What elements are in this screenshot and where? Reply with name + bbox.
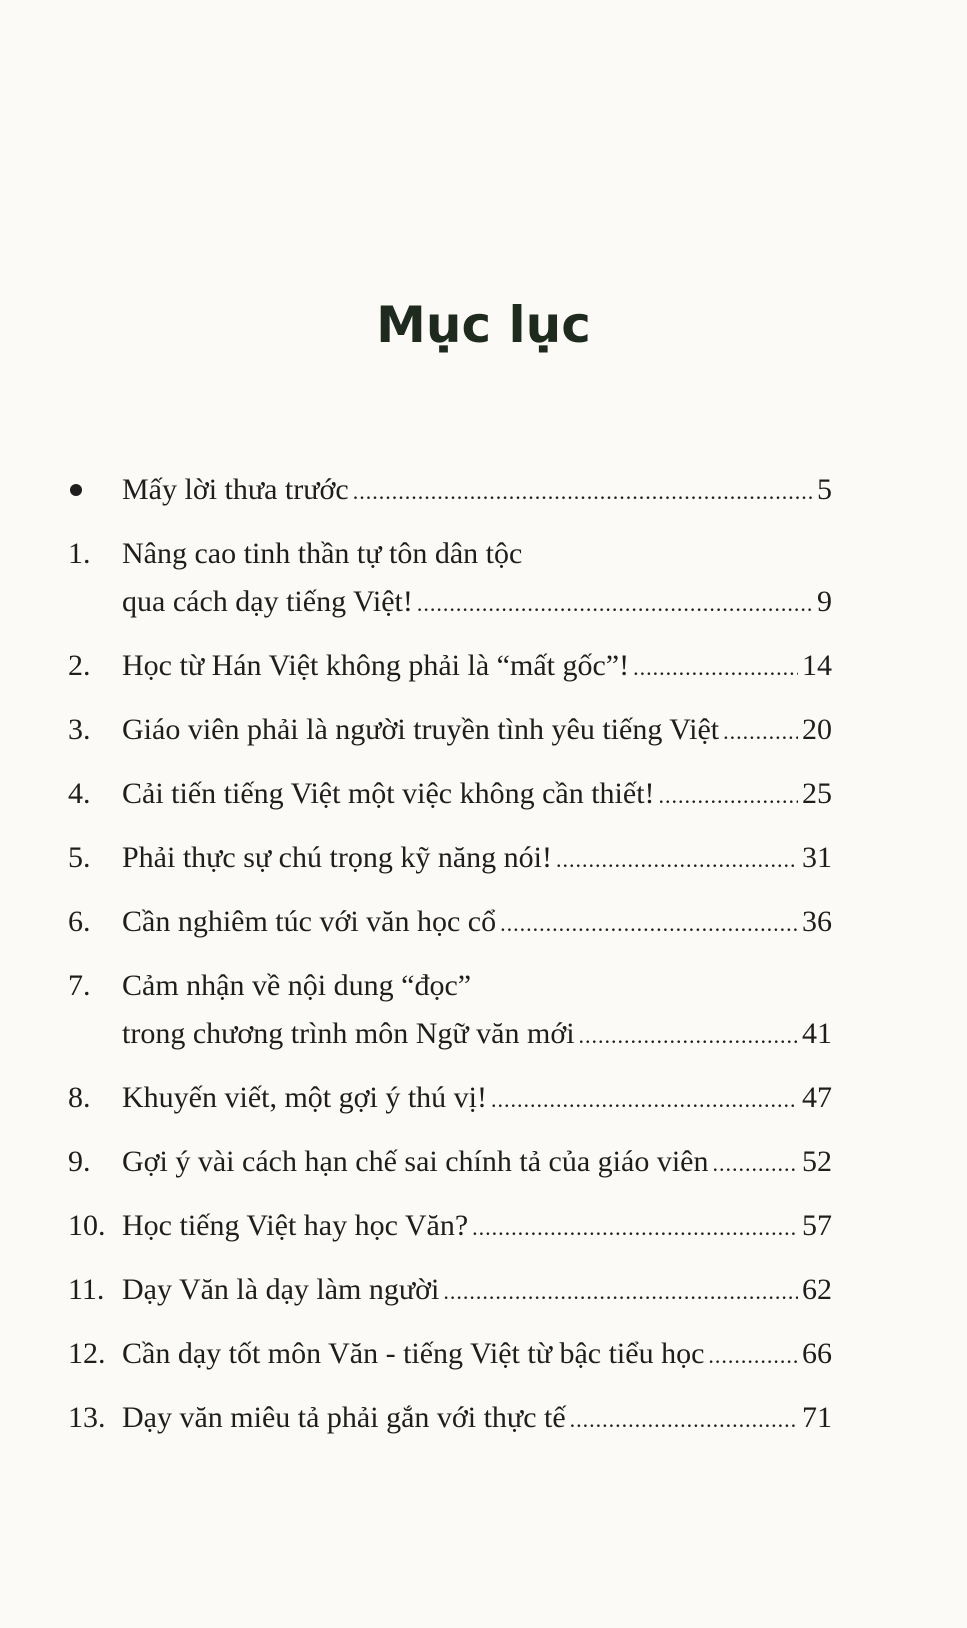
toc-entry-page-number: 14 bbox=[802, 649, 832, 682]
toc-entry-number: 5. bbox=[68, 841, 91, 874]
toc-entry-title-row bbox=[122, 706, 832, 756]
toc-entry-body bbox=[122, 1138, 832, 1188]
toc-entry-page-number: 62 bbox=[802, 1273, 832, 1306]
toc-entry-title-row bbox=[122, 642, 832, 692]
toc-entry-page-number: 20 bbox=[802, 713, 832, 746]
toc-entry-number: 4. bbox=[68, 777, 91, 810]
toc-entry-page-number: 66 bbox=[802, 1337, 832, 1370]
toc-entry bbox=[68, 1394, 832, 1444]
toc-entry bbox=[68, 962, 832, 1060]
toc-entry-title-row bbox=[122, 1394, 832, 1444]
toc-entry-title-row bbox=[122, 770, 832, 820]
toc-entry bbox=[68, 1138, 832, 1188]
toc-entry bbox=[68, 898, 832, 948]
toc-entry-number: 9. bbox=[68, 1145, 91, 1178]
toc-entry-number: 2. bbox=[68, 649, 91, 682]
toc-entry-title: Cải tiến tiếng Việt một việc không cần thiết! bbox=[122, 777, 655, 810]
page-title: Mục lục bbox=[376, 296, 591, 354]
dot-leader bbox=[353, 466, 813, 516]
toc-entry-title-row bbox=[122, 1074, 832, 1124]
toc-entry-title: Khuyến viết, một gợi ý thú vị! bbox=[122, 1081, 487, 1114]
toc-entry bbox=[68, 466, 832, 516]
toc-entry-body bbox=[122, 642, 832, 692]
toc-entry-body bbox=[122, 1074, 832, 1124]
toc-entry bbox=[68, 642, 832, 692]
toc-entry-title: Học từ Hán Việt không phải là “mất gốc”! bbox=[122, 649, 630, 682]
toc-entry-title-row bbox=[122, 1266, 832, 1316]
dot-leader bbox=[417, 578, 813, 628]
toc-entry-title: Gợi ý vài cách hạn chế sai chính tả của giáo viên bbox=[122, 1145, 709, 1178]
toc-entry-body bbox=[122, 770, 832, 820]
toc-entry-title-row bbox=[122, 834, 832, 884]
toc-entry bbox=[68, 530, 832, 628]
toc-entry-number: 12. bbox=[68, 1337, 106, 1370]
toc-entry-body bbox=[122, 1266, 832, 1316]
toc-entry-title: Giáo viên phải là người truyền tình yêu tiếng Việt bbox=[122, 713, 720, 746]
toc-entry-body bbox=[122, 898, 832, 948]
toc-entry-title-row bbox=[122, 466, 832, 516]
dot-leader bbox=[708, 1330, 798, 1380]
toc-entry-body bbox=[122, 706, 832, 756]
toc-entry-number: 6. bbox=[68, 905, 91, 938]
toc-entry-title: qua cách dạy tiếng Việt! bbox=[122, 585, 413, 618]
dot-leader bbox=[500, 898, 798, 948]
toc-entry-page-number: 52 bbox=[802, 1145, 832, 1178]
toc-entry bbox=[68, 1330, 832, 1380]
toc-entry-number: 11. bbox=[68, 1273, 105, 1306]
toc-entry-number: 10. bbox=[68, 1209, 106, 1242]
dot-leader bbox=[633, 642, 798, 692]
toc-entry-page-number: 36 bbox=[802, 905, 832, 938]
toc-entry-number: 1. bbox=[68, 537, 91, 570]
toc-entry bbox=[68, 1074, 832, 1124]
toc-entry-page-number: 47 bbox=[802, 1081, 832, 1114]
toc-entry-title-row bbox=[122, 578, 832, 628]
toc-entry-body bbox=[122, 530, 832, 628]
toc-entry-number: 3. bbox=[68, 713, 91, 746]
toc-entry-body bbox=[122, 1330, 832, 1380]
toc-entry-page-number: 57 bbox=[802, 1209, 832, 1242]
toc-entry-title: Dạy văn miêu tả phải gắn với thực tế bbox=[122, 1401, 566, 1434]
bullet-dot-icon bbox=[70, 484, 82, 496]
toc-entry-title-line: Nâng cao tinh thần tự tôn dân tộc bbox=[122, 537, 523, 570]
toc-entry bbox=[68, 1202, 832, 1252]
toc-entry-title-row bbox=[122, 1202, 832, 1252]
toc-entry-title: Cần dạy tốt môn Văn - tiếng Việt từ bậc tiểu học bbox=[122, 1337, 705, 1370]
toc-entry-body bbox=[122, 1394, 832, 1444]
toc-entry-number: 7. bbox=[68, 969, 91, 1002]
toc-entry-body bbox=[122, 962, 832, 1060]
toc-entry bbox=[68, 770, 832, 820]
toc-entry-number: 13. bbox=[68, 1401, 106, 1434]
toc-entry bbox=[68, 706, 832, 756]
toc-entry-body bbox=[122, 834, 832, 884]
dot-leader bbox=[659, 770, 798, 820]
dot-leader bbox=[723, 706, 798, 756]
toc-entry-title-row bbox=[122, 898, 832, 948]
dot-leader bbox=[579, 1010, 798, 1060]
toc-entry bbox=[68, 834, 832, 884]
toc-entry-page-number: 5 bbox=[817, 473, 832, 506]
toc-entry-title: trong chương trình môn Ngữ văn mới bbox=[122, 1017, 575, 1050]
toc-entry-title: Học tiếng Việt hay học Văn? bbox=[122, 1209, 469, 1242]
toc-entry-page-number: 41 bbox=[802, 1017, 832, 1050]
dot-leader bbox=[570, 1394, 798, 1444]
dot-leader bbox=[472, 1202, 798, 1252]
toc-entry-title-row bbox=[122, 1138, 832, 1188]
toc-entry-title-row bbox=[122, 1010, 832, 1060]
toc-entry-title: Dạy Văn là dạy làm người bbox=[122, 1273, 440, 1306]
dot-leader bbox=[712, 1138, 798, 1188]
toc-entry-page-number: 9 bbox=[817, 585, 832, 618]
toc-entry-title: Phải thực sự chú trọng kỹ năng nói! bbox=[122, 841, 552, 874]
toc-entry-title-line: Cảm nhận về nội dung “đọc” bbox=[122, 969, 472, 1002]
toc-entry-title: Mấy lời thưa trước bbox=[122, 473, 349, 506]
dot-leader bbox=[443, 1266, 798, 1316]
toc-entry-page-number: 71 bbox=[802, 1401, 832, 1434]
toc-entry-number: 8. bbox=[68, 1081, 91, 1114]
dot-leader bbox=[556, 834, 798, 884]
toc-entry-title-row bbox=[122, 1330, 832, 1380]
table-of-contents bbox=[68, 466, 832, 1458]
toc-entry bbox=[68, 1266, 832, 1316]
toc-entry-page-number: 31 bbox=[802, 841, 832, 874]
dot-leader bbox=[491, 1074, 798, 1124]
toc-entry-body bbox=[122, 1202, 832, 1252]
toc-entry-body bbox=[122, 466, 832, 516]
toc-entry-page-number: 25 bbox=[802, 777, 832, 810]
toc-entry-title: Cần nghiêm túc với văn học cổ bbox=[122, 905, 497, 938]
bullet-icon bbox=[68, 466, 122, 516]
